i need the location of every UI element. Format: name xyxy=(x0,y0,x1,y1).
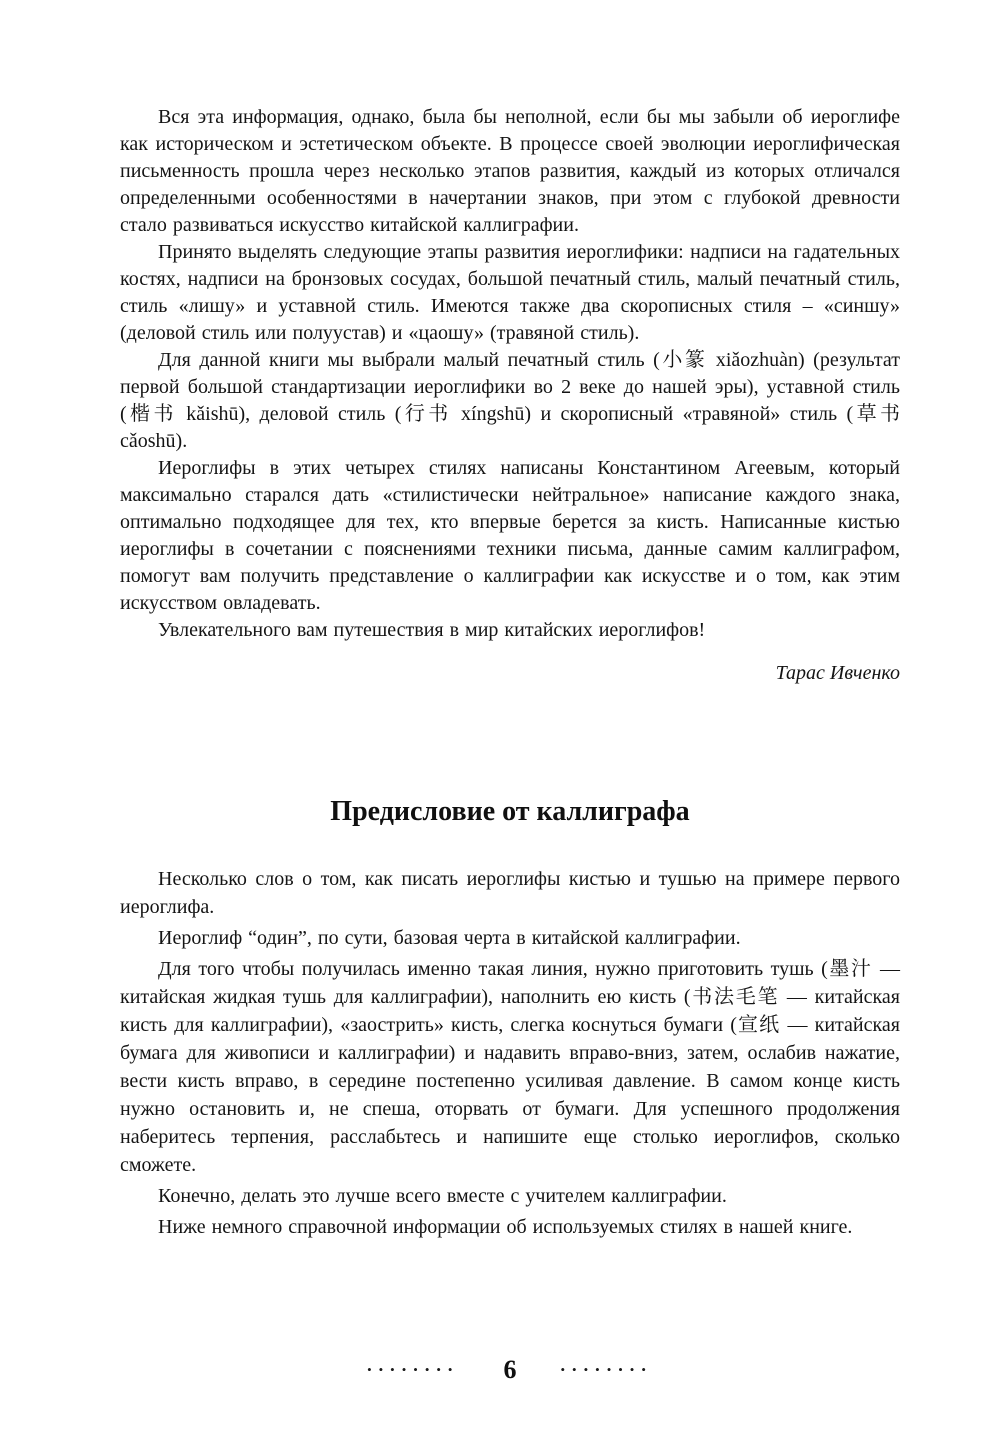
calligrapher-preface-text xyxy=(120,865,900,1241)
author-signature: Тарас Ивченко xyxy=(775,662,900,684)
paragraph: Увлекательного вам путешествия в мир китайских иероглифов! xyxy=(158,619,706,641)
paragraph: Иероглифы в этих четырех стилях написаны Константином Агеевым, который максимально старался дать «стилистически нейтральное» написание каждого знака, оптимально подходящее для тех, кто впервые берется за кисть. Написанные кистью иероглифы в сочетании с пояснениями техники письма, данные самим каллиграфом, помогут вам получить представление о каллиграфии как искусстве и о том, как этим искусством овладевать. xyxy=(120,457,900,614)
paragraph: Вся эта информация, однако, была бы неполной, если бы мы забыли об иероглифе как историческом и эстетическом объекте. В процессе своей эволюции иероглифическая письменность прошла через несколько этапов развития, каждый из которых отличался определенными особенностями в начертании знаков, при этом с глубокой древности стало развиваться искусство китайской каллиграфии. xyxy=(120,106,900,236)
footer-dots-left: •••••••• xyxy=(367,1362,460,1377)
paragraph: Конечно, делать это лучше всего вместе с учителем каллиграфии. xyxy=(158,1185,727,1207)
paragraph: Для данной книги мы выбрали малый печатный стиль (小篆 xiǎozhuàn) (результат первой большой стандартизации иероглифики во 2 веке до нашей эры), уставной стиль (楷书 kǎishū), деловой стиль (行书 xíngshū) и скорописный «травяной» стиль (草书 cǎoshū). xyxy=(120,349,900,452)
footer-dots-right: •••••••• xyxy=(560,1362,653,1377)
paragraph: Для того чтобы получилась именно такая линия, нужно приготовить тушь (墨汁 — китайская жидкая тушь для каллиграфии), наполнить ею кисть (书法毛笔 — китайская кисть для каллиграфии), «заострить» кисть, слегка коснуться бумаги (宣纸 — китайская бумага для живописи и каллиграфии) и надавить вправо-вниз, затем, ослабив нажатие, вести кисть вправо, в середине постепенно усиливая давление. В самом конце кисть нужно остановить и, не спеша, оторвать от бумаги. Для успешного продолжения наберитесь терпения, расслабьтесь и напишите еще столько иероглифов, сколько сможете. xyxy=(120,958,900,1176)
page-footer xyxy=(120,1355,900,1385)
paragraph: Принято выделять следующие этапы развития иероглифики: надписи на гадательных костях, надписи на бронзовых сосудах, большой печатный стиль, малый печатный стиль, стиль «лишу» и уставной стиль. Имеются также два скорописных стиля – «синшу» (деловой стиль или полуустав) и «цаошу» (травяной стиль). xyxy=(120,241,900,344)
section-heading: Предисловие от каллиграфа xyxy=(330,796,690,827)
page-number: 6 xyxy=(503,1355,517,1384)
editor-intro-text xyxy=(120,104,900,687)
paragraph: Ниже немного справочной информации об используемых стилях в нашей книге. xyxy=(158,1216,853,1238)
paragraph: Иероглиф “один”, по сути, базовая черта в китайской каллиграфии. xyxy=(158,927,741,949)
paragraph: Несколько слов о том, как писать иероглифы кистью и тушью на примере первого иероглифа. xyxy=(120,868,900,918)
